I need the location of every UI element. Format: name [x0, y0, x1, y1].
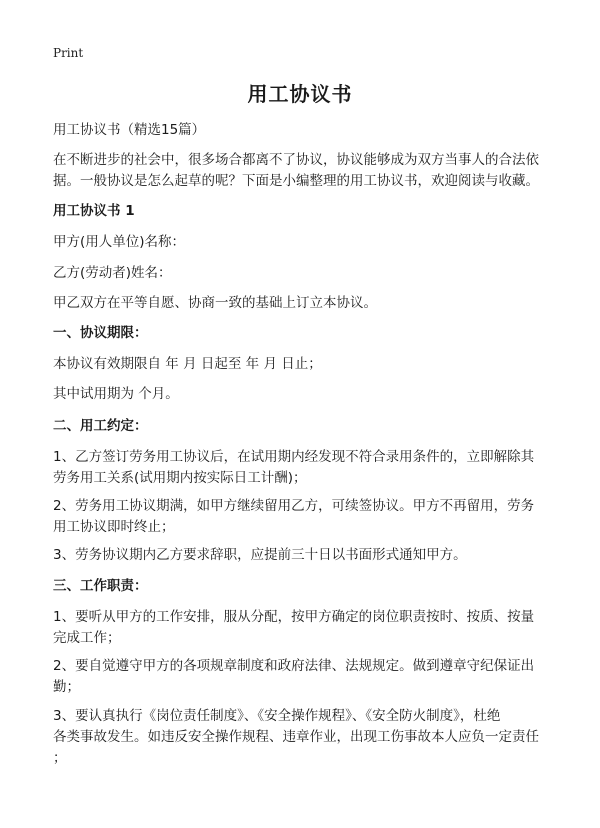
document-subtitle: 用工协议书（精选15篇）: [53, 122, 206, 138]
document-title: 用工协议书: [247, 82, 353, 106]
employment-item-3: 3、劳务协议期内乙方要求辞职，应提前三十日以书面形式通知甲方。: [53, 547, 467, 563]
duties-item-1-line: 完成工作；: [53, 630, 121, 646]
duties-item-2: [53, 656, 553, 698]
intro-paragraph: [53, 150, 553, 192]
duties-item-3: [53, 706, 553, 769]
duties-item-3-line: ；: [53, 750, 67, 766]
intro-line: 在不断进步的社会中，很多场合都离不了协议，协议能够成为双方当事人的合法依: [53, 152, 539, 168]
party-b-name: 乙方(劳动者)姓名：: [53, 265, 172, 281]
duties-heading: 三、工作职责：: [53, 578, 148, 594]
term-probation: 其中试用期为 个月。: [53, 386, 179, 402]
duties-item-2-line: 2、要自觉遵守甲方的各项规章制度和政府法律、法规规定。做到遵章守纪保证出: [53, 658, 535, 674]
employment-item-2-line: 2、劳务用工协议期满，如甲方继续留用乙方，可续签协议。甲方不再留用，劳务: [53, 498, 535, 514]
agreement-basis: 甲乙双方在平等自愿、协商一致的基础上订立本协议。: [53, 295, 377, 311]
term-heading: 一、协议期限：: [53, 325, 148, 341]
print-link[interactable]: Print: [53, 46, 84, 60]
duties-item-1: [53, 607, 553, 649]
employment-item-1: [53, 447, 553, 489]
party-a-name: 甲方(用人单位)名称：: [53, 234, 186, 250]
duties-item-2-line: 勤；: [53, 679, 80, 695]
employment-item-2-line: 用工协议即时终止；: [53, 519, 175, 535]
employment-item-1-line: 劳务用工关系(试用期内按实际日工计酬)；: [53, 470, 307, 486]
employment-item-1-line: 1、乙方签订劳务用工协议后，在试用期内经发现不符合录用条件的，立即解除其: [53, 449, 535, 465]
duties-item-3-line: 各类事故发生。如违反安全操作规程、违章作业，出现工伤事故本人应负一定责任: [53, 729, 539, 745]
duties-item-3-line: 3、要认真执行《岗位责任制度》、《安全操作规程》、《安全防火制度》，杜绝: [53, 708, 501, 724]
employment-heading: 二、用工约定：: [53, 418, 148, 434]
intro-line: 据。一般协议是怎么起草的呢？下面是小编整理的用工协议书，欢迎阅读与收藏。: [53, 173, 539, 189]
duties-item-1-line: 1、要听从甲方的工作安排，服从分配，按甲方确定的岗位职责按时、按质、按量: [53, 609, 535, 625]
section-title: 用工协议书 1: [53, 203, 135, 219]
employment-item-2: [53, 496, 553, 538]
term-validity: 本协议有效期限自 年 月 日起至 年 月 日止；: [53, 356, 322, 372]
